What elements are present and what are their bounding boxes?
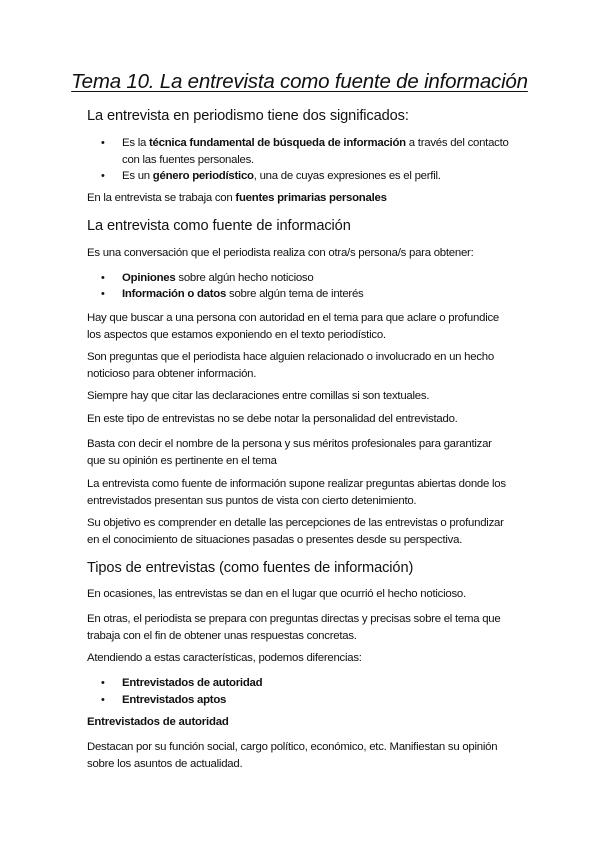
- bullet-glyph: •: [101, 677, 105, 689]
- subsection-heading-autoridad: Entrevistados de autoridad: [87, 716, 229, 728]
- paragraph-bold: fuentes primarias personales: [235, 192, 387, 204]
- list-item-text: sobre algún hecho noticioso: [175, 272, 314, 284]
- list-item: [122, 168, 514, 185]
- paragraph: Siempre hay que citar las declaraciones entre comillas si son textuales.: [87, 390, 430, 402]
- list-item-text: a través del contacto con las fuentes personales.: [122, 137, 509, 166]
- paragraph: Atendiendo a estas características, podemos diferencias:: [87, 652, 362, 664]
- list-item-bold: Entrevistados de autoridad: [122, 677, 263, 689]
- paragraph-text: En la entrevista se trabaja con: [87, 192, 236, 204]
- paragraph: Es una conversación que el periodista realiza con otra/s persona/s para obtener:: [87, 247, 474, 259]
- list-item-bold: Entrevistados aptos: [122, 694, 227, 706]
- section-heading-significados: La entrevista en periodismo tiene dos significados:: [87, 108, 409, 124]
- paragraph: En este tipo de entrevistas no se debe notar la personalidad del entrevistado.: [87, 413, 458, 425]
- bullet-glyph: •: [101, 694, 105, 706]
- section-heading-tipos: Tipos de entrevistas (como fuentes de información): [87, 560, 414, 576]
- bullet-glyph: •: [101, 272, 105, 284]
- paragraph: La entrevista como fuente de información supone realizar preguntas abiertas donde los entrevistados presentan sus puntos de vista con cierto detenimiento.: [87, 478, 506, 507]
- paragraph: Destacan por su función social, cargo político, económico, etc. Manifiestan su opinión sobre los asuntos de actualidad.: [87, 741, 498, 770]
- paragraph: Basta con decir el nombre de la persona y sus méritos profesionales para garantizar que su opinión es pertinente en el tema: [87, 438, 492, 467]
- paragraph: Hay que buscar a una persona con autoridad en el tema para que aclare o profundice los aspectos que estamos exponiendo en el texto periodístico.: [87, 312, 499, 341]
- list-item: [122, 675, 514, 692]
- list-item-text: Es la: [122, 137, 149, 149]
- list-item-text: , una de cuyas expresiones es el perfil.: [253, 170, 441, 182]
- list-item-bold: Información o datos: [122, 288, 227, 300]
- bullet-glyph: •: [101, 170, 105, 182]
- bullet-glyph: •: [101, 137, 105, 149]
- page-title: Tema 10. La entrevista como fuente de información: [71, 70, 528, 93]
- paragraph: Son preguntas que el periodista hace alguien relacionado o involucrado en un hecho noticioso para obtener información.: [87, 351, 494, 380]
- bullet-glyph: •: [101, 288, 105, 300]
- paragraph: [87, 190, 512, 207]
- paragraph: Su objetivo es comprender en detalle las percepciones de las entrevistas o profundizar en el conocimiento de situaciones pasadas o presentes desde su perspectiva.: [87, 517, 504, 546]
- list-item-bold: técnica fundamental de búsqueda de información: [149, 137, 406, 149]
- list-item-text: sobre algún tema de interés: [226, 288, 364, 300]
- list-item: [122, 270, 514, 287]
- list-item-bold: Opiniones: [122, 272, 176, 284]
- list-item-bold: género periodístico: [152, 170, 254, 182]
- list-item-text: Es un: [122, 170, 153, 182]
- paragraph: En ocasiones, las entrevistas se dan en el lugar que ocurrió el hecho noticioso.: [87, 588, 466, 600]
- list-item: [122, 286, 514, 303]
- list-item: [122, 135, 514, 168]
- paragraph: En otras, el periodista se prepara con preguntas directas y precisas sobre el tema que trabaja con el fin de obtener unas respuestas concretas.: [87, 613, 501, 642]
- list-item: [122, 692, 514, 709]
- section-heading-fuente: La entrevista como fuente de información: [87, 218, 351, 234]
